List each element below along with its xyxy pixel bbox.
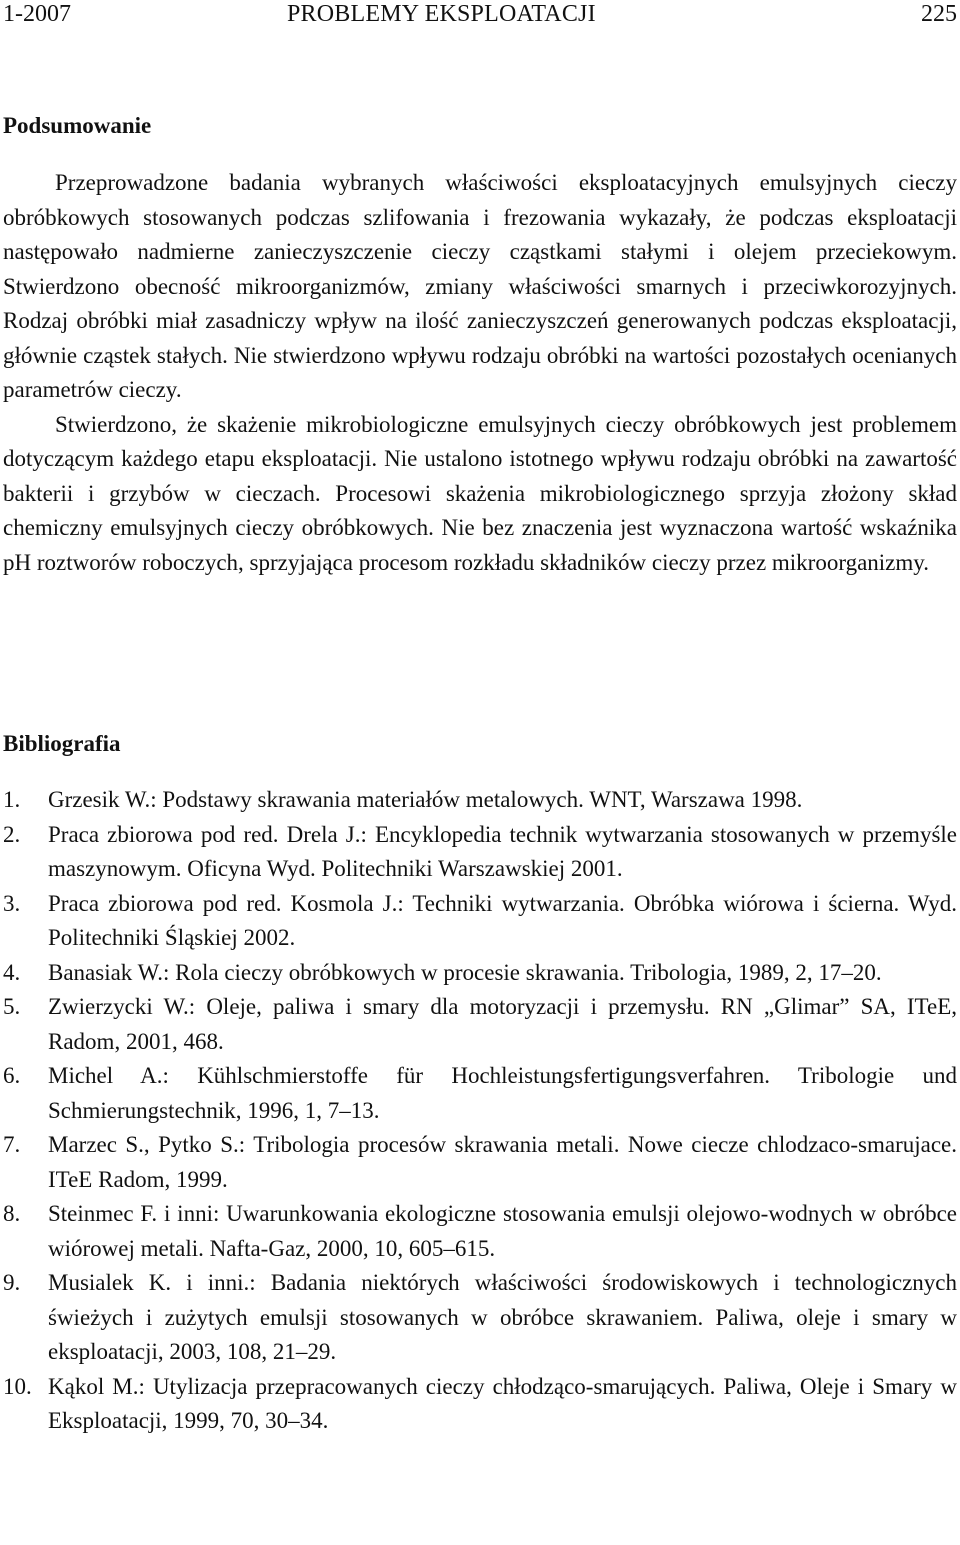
bibliography-item [3,956,957,991]
document-page [3,0,957,1433]
summary-heading: Podsumowanie [3,113,152,138]
bibliography-item-text: Banasiak W.: Rola cieczy obróbkowych w procesie skrawania. Tribologia, 1989, 2, 17–20. [48,959,882,985]
page-number: 225 [921,1,957,27]
bibliography-item-number: 4. [3,959,21,985]
bibliography-item-text: Musialek K. i inni.: Badania niektórych właściwości środowiskowych i technologicznych świeżych i zużytych emulsji stosowanych w obróbce skrawaniem. Paliwa, oleje i smary w eksploatacji, 2003, 108, 21–29. [48,1270,957,1364]
bibliography-item-text: Steinmec F. i inni: Uwarunkowania ekologiczne stosowania emulsji olejowo-wodnych w obróbce wiórowej metali. Nafta-Gaz, 2000, 10, 605–615. [48,1201,957,1261]
summary-section [3,166,957,580]
bibliography-item-number: 8. [3,1201,21,1226]
bibliography-item [3,783,957,818]
bibliography-item-number: 5. [3,994,21,1019]
bibliography-item-number: 3. [3,890,21,916]
bibliography-item [3,1128,957,1197]
bibliography-item-number: 9. [3,1270,21,1295]
summary-paragraph: Przeprowadzone badania wybranych właściwości eksploatacyjnych emulsyjnych cieczy obróbkowych stosowanych podczas szlifowania i frezowania wykazały, że podczas eksploatacji następowało nadmierne zanieczyszczenie cieczy cząstkami stałymi i olejem przeciekowym. Stwierdzono obecność mikroorganizmów, zmiany właściwości smarnych i przeciwkorozyjnych. Rodzaj obróbki miał zasadniczy wpływ na ilość zanieczyszczeń generowanych podczas eksploatacji, głównie cząstek stałych. Nie stwierdzono wpływu rodzaju obróbki na wartości pozostałych ocenianych parametrów cieczy. [3,170,957,402]
journal-title: PROBLEMY EKSPLOATACJI [287,1,596,27]
bibliography-item-text: Praca zbiorowa pod red. Drela J.: Encyklopedia technik wytwarzania stosowanych w przemyśle maszynowym. Oficyna Wyd. Politechniki Warszawskiej 2001. [48,821,957,881]
bibliography-item-text: Kąkol M.: Utylizacja przepracowanych cieczy chłodząco-smarujących. Paliwa, Oleje i Smary w Eksploatacji, 1999, 70, 30–34. [48,1373,957,1433]
running-header [3,0,957,30]
bibliography-item [3,887,957,956]
bibliography-item-text: Michel A.: Kühlschmierstoffe für Hochleistungsfertigungsverfahren. Tribologie und Schmierungstechnik, 1996, 1, 7–13. [48,1063,957,1123]
issue-number: 1-2007 [3,1,71,27]
bibliography-item-number: 10. [3,1373,32,1399]
bibliography-item [3,1059,957,1128]
bibliography-item-text: Grzesik W.: Podstawy skrawania materiałów metalowych. WNT, Warszawa 1998. [48,787,803,812]
summary-paragraph: Stwierdzono, że skażenie mikrobiologiczne emulsyjnych cieczy obróbkowych jest problemem dotyczącym każdego etapu eksploatacji. Nie ustalono istotnego wpływu rodzaju obróbki na zawartość bakterii i grzybów w cieczach. Procesowi skażenia mikrobiologicznego sprzyja złożony skład chemiczny emulsyjnych cieczy obróbkowych. Nie bez znaczenia jest wyznaczona wartość wskaźnika pH roztworów roboczych, sprzyjająca procesom rozkładu składników cieczy przez mikroorganizmy. [3,411,957,575]
bibliography-item-text: Marzec S., Pytko S.: Tribologia procesów skrawania metali. Nowe ciecze chlodzaco-smarujace. ITeE Radom, 1999. [48,1132,957,1192]
bibliography-item [3,990,957,1059]
bibliography-item-number: 6. [3,1063,21,1088]
bibliography-heading: Bibliografia [3,731,121,756]
bibliography-item-number: 2. [3,821,21,847]
bibliography-item [3,1197,957,1266]
bibliography-item [3,1266,957,1370]
bibliography-item-text: Praca zbiorowa pod red. Kosmola J.: Techniki wytwarzania. Obróbka wiórowa i ścierna. Wyd. Politechniki Śląskiej 2002. [48,890,957,950]
bibliography-item [3,1370,957,1439]
bibliography-item-number: 1. [3,787,21,812]
bibliography-list [3,783,957,1439]
bibliography-item [3,818,957,887]
bibliography-item-text: Zwierzycki W.: Oleje, paliwa i smary dla motoryzacji i przemysłu. RN „Glimar” SA, ITeE, Radom, 2001, 468. [48,994,957,1054]
bibliography-item-number: 7. [3,1132,21,1157]
